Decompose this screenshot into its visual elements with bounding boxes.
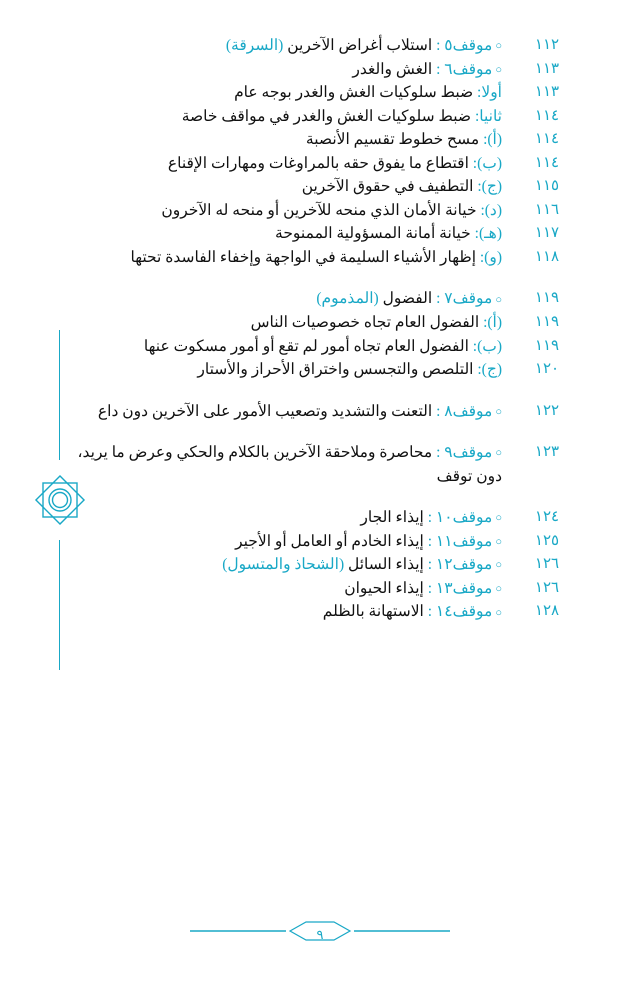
toc-entry-label: (هـ): xyxy=(474,225,502,243)
toc-entry[interactable] xyxy=(54,358,502,382)
toc-entry-label: (أ): xyxy=(483,314,502,332)
toc-row[interactable] xyxy=(54,34,586,58)
bullet-icon: ○ xyxy=(495,293,502,306)
toc-row[interactable] xyxy=(54,58,586,82)
toc-row[interactable] xyxy=(54,105,586,129)
toc-entry-label: موقف١٣ : xyxy=(427,579,493,597)
toc-page-number: ١١٢ xyxy=(534,37,560,53)
toc-row[interactable] xyxy=(54,246,586,270)
star-ornament-icon xyxy=(30,470,90,530)
toc-entry[interactable] xyxy=(54,222,502,246)
toc-entry-title: التعنت والتشديد وتصعيب الأمور على الآخرين دون داع xyxy=(97,402,433,420)
toc-entry[interactable] xyxy=(54,199,502,223)
toc-entry-title: إظهار الأشياء السليمة في الواجهة وإخفاء الفاسدة تحتها xyxy=(130,248,476,266)
bullet-icon: ○ xyxy=(495,512,502,525)
toc-entry[interactable] xyxy=(54,128,502,152)
toc-entry[interactable] xyxy=(54,175,502,199)
toc-entry-title: ضبط سلوكيات الغش والغدر في مواقف خاصة xyxy=(181,107,472,125)
toc-row[interactable] xyxy=(54,441,586,488)
toc-row[interactable] xyxy=(54,358,586,382)
toc-entry-label: (د): xyxy=(480,201,502,219)
toc-row[interactable] xyxy=(54,600,586,624)
toc-page-number: ١١٤ xyxy=(534,107,560,124)
toc-entry-title: التلصص والتجسس واختراق الأحراز والأستار xyxy=(197,361,474,379)
toc-row[interactable] xyxy=(54,152,586,176)
ornament-line-top xyxy=(59,330,60,460)
toc-entry-note: (السرقة) xyxy=(225,37,284,54)
toc-row[interactable] xyxy=(54,553,586,577)
toc-row[interactable] xyxy=(54,128,586,152)
toc-entry-title: إيذاء الحيوان xyxy=(344,579,424,597)
toc-entry-title: إيذاء الجار xyxy=(360,509,424,527)
toc-spacer xyxy=(54,423,586,441)
toc-entry-label: أولا: xyxy=(477,84,502,102)
toc-row[interactable] xyxy=(54,530,586,554)
ornament-line-bottom xyxy=(59,540,60,670)
toc-entry[interactable] xyxy=(54,246,502,270)
toc-spacer xyxy=(54,269,586,287)
toc-entry-label: (ب): xyxy=(472,337,502,355)
toc-page-number: ١١٩ xyxy=(534,290,560,307)
toc-row[interactable] xyxy=(54,311,586,335)
toc-entry-label: موقف١٠ : xyxy=(427,509,493,527)
toc-row[interactable] xyxy=(54,175,586,199)
bullet-icon: ○ xyxy=(495,606,502,619)
toc-entry[interactable] xyxy=(54,577,502,601)
toc-entry-label: ثانيا: xyxy=(474,107,502,125)
toc-page-number: ١٢٥ xyxy=(534,532,560,549)
toc-entry-label: (و): xyxy=(479,248,502,266)
toc-entry-title: استلاب أغراض الآخرين xyxy=(287,37,433,54)
toc-entry-label: (ج): xyxy=(477,361,502,379)
toc-entry-label: (ج): xyxy=(477,178,502,196)
toc-row[interactable] xyxy=(54,199,586,223)
toc-page-number: ١١٤ xyxy=(534,131,560,148)
toc-entry[interactable] xyxy=(54,441,502,488)
toc-entry-label: موقف٨ : xyxy=(436,402,493,420)
toc-page-number: ١١٦ xyxy=(534,201,560,218)
toc-entry-label: موقف١٢ : xyxy=(427,556,493,574)
toc-entry-title: اقتطاع ما يفوق حقه بالمراوغات ومهارات الإقناع xyxy=(167,154,469,172)
toc-entry[interactable] xyxy=(54,311,502,335)
toc-entry[interactable] xyxy=(54,553,502,577)
toc-page-number: ١١٨ xyxy=(534,248,560,265)
toc-page-number: ١٢٢ xyxy=(534,402,560,419)
toc-entry-label: (أ): xyxy=(483,131,502,149)
toc-entry-title: التطفيف في حقوق الآخرين xyxy=(301,178,474,196)
toc-page-number: ١١٣ xyxy=(534,60,560,77)
toc-page-number: ١٢٣ xyxy=(534,444,560,461)
toc-entry-label: (ب): xyxy=(472,154,502,172)
toc-row[interactable] xyxy=(54,81,586,105)
toc-entry-title: الفضول xyxy=(382,290,433,308)
toc-spacer xyxy=(54,488,586,506)
toc-row[interactable] xyxy=(54,400,586,424)
toc-row[interactable] xyxy=(54,577,586,601)
toc-spacer xyxy=(54,382,586,400)
toc-row[interactable] xyxy=(54,222,586,246)
toc-entry-title: خيانة الأمان الذي منحه للآخرين أو منحه له الآخرون xyxy=(161,201,477,219)
toc-page-number: ١١٧ xyxy=(534,225,560,242)
toc-row[interactable] xyxy=(54,506,586,530)
toc-page-number: ١٢٠ xyxy=(534,361,560,378)
toc-entry[interactable] xyxy=(54,335,502,359)
toc-entry[interactable] xyxy=(54,34,502,58)
toc-page-number: ١٢٦ xyxy=(534,556,560,573)
toc-entry-label: موقف١١ : xyxy=(427,532,493,550)
toc-entry[interactable] xyxy=(54,600,502,624)
bullet-icon: ○ xyxy=(495,583,502,596)
bullet-icon: ○ xyxy=(495,447,502,460)
toc-entry-title: إيذاء السائل xyxy=(348,556,424,574)
toc-entry-title: خيانة أمانة المسؤولية الممنوحة xyxy=(275,225,471,243)
toc-page-number: ١١٩ xyxy=(534,337,560,354)
toc-entry-title: ضبط سلوكيات الغش والغدر بوجه عام xyxy=(234,84,474,102)
toc-entry[interactable] xyxy=(54,152,502,176)
toc-entry-label: موقف٩ : xyxy=(436,444,493,462)
toc-entry[interactable] xyxy=(54,58,502,82)
toc-entry[interactable] xyxy=(54,81,502,105)
toc-entry-note: (المذموم) xyxy=(316,290,379,308)
page-footer xyxy=(0,918,640,958)
toc-page-number: ١١٥ xyxy=(534,178,560,195)
bullet-icon: ○ xyxy=(495,559,502,572)
toc-entry-title: الفضول العام تجاه أمور لم تقع أو أمور مسكوت عنها xyxy=(143,337,469,355)
toc-entry-label: موقف٥ : xyxy=(436,37,493,54)
toc-entry-label: موقف٦ : xyxy=(436,60,493,78)
toc-page-number: ١١٣ xyxy=(534,84,560,101)
table-of-contents xyxy=(54,34,586,624)
toc-entry[interactable] xyxy=(54,506,502,530)
toc-entry-label: موقف٧ : xyxy=(436,290,493,308)
toc-entry-title: مسح خطوط تقسيم الأنصبة xyxy=(305,131,480,149)
toc-entry-title: الاستهانة بالظلم xyxy=(322,603,424,621)
toc-page-number: ١١٤ xyxy=(534,154,560,171)
toc-entry[interactable] xyxy=(54,400,502,424)
page-ornament xyxy=(30,330,90,670)
page-number: ٩ xyxy=(316,927,324,942)
toc-page-number: ١٢٨ xyxy=(534,603,560,620)
toc-entry-note: (الشحاذ والمتسول) xyxy=(222,556,345,574)
bullet-icon: ○ xyxy=(495,63,502,76)
toc-entry-title: محاصرة وملاحقة الآخرين بالكلام والحكي وعرض ما يريد، دون توقف xyxy=(77,444,502,485)
toc-entry[interactable] xyxy=(54,530,502,554)
toc-entry-title: إيذاء الخادم أو العامل أو الأجير xyxy=(235,532,424,550)
toc-page-number: ١١٩ xyxy=(534,314,560,331)
toc-entry-title: الفضول العام تجاه خصوصيات الناس xyxy=(250,314,480,332)
bullet-icon: ○ xyxy=(495,405,502,418)
toc-entry-title: الغش والغدر xyxy=(352,60,433,78)
toc-row[interactable] xyxy=(54,335,586,359)
toc-page-number: ١٢٦ xyxy=(534,579,560,596)
toc-entry[interactable] xyxy=(54,105,502,129)
toc-row[interactable] xyxy=(54,287,586,311)
bullet-icon: ○ xyxy=(495,40,502,53)
bullet-icon: ○ xyxy=(495,535,502,548)
toc-entry-label: موقف١٤ : xyxy=(427,603,493,621)
toc-entry[interactable] xyxy=(54,287,502,311)
toc-page-number: ١٢٤ xyxy=(534,509,560,526)
